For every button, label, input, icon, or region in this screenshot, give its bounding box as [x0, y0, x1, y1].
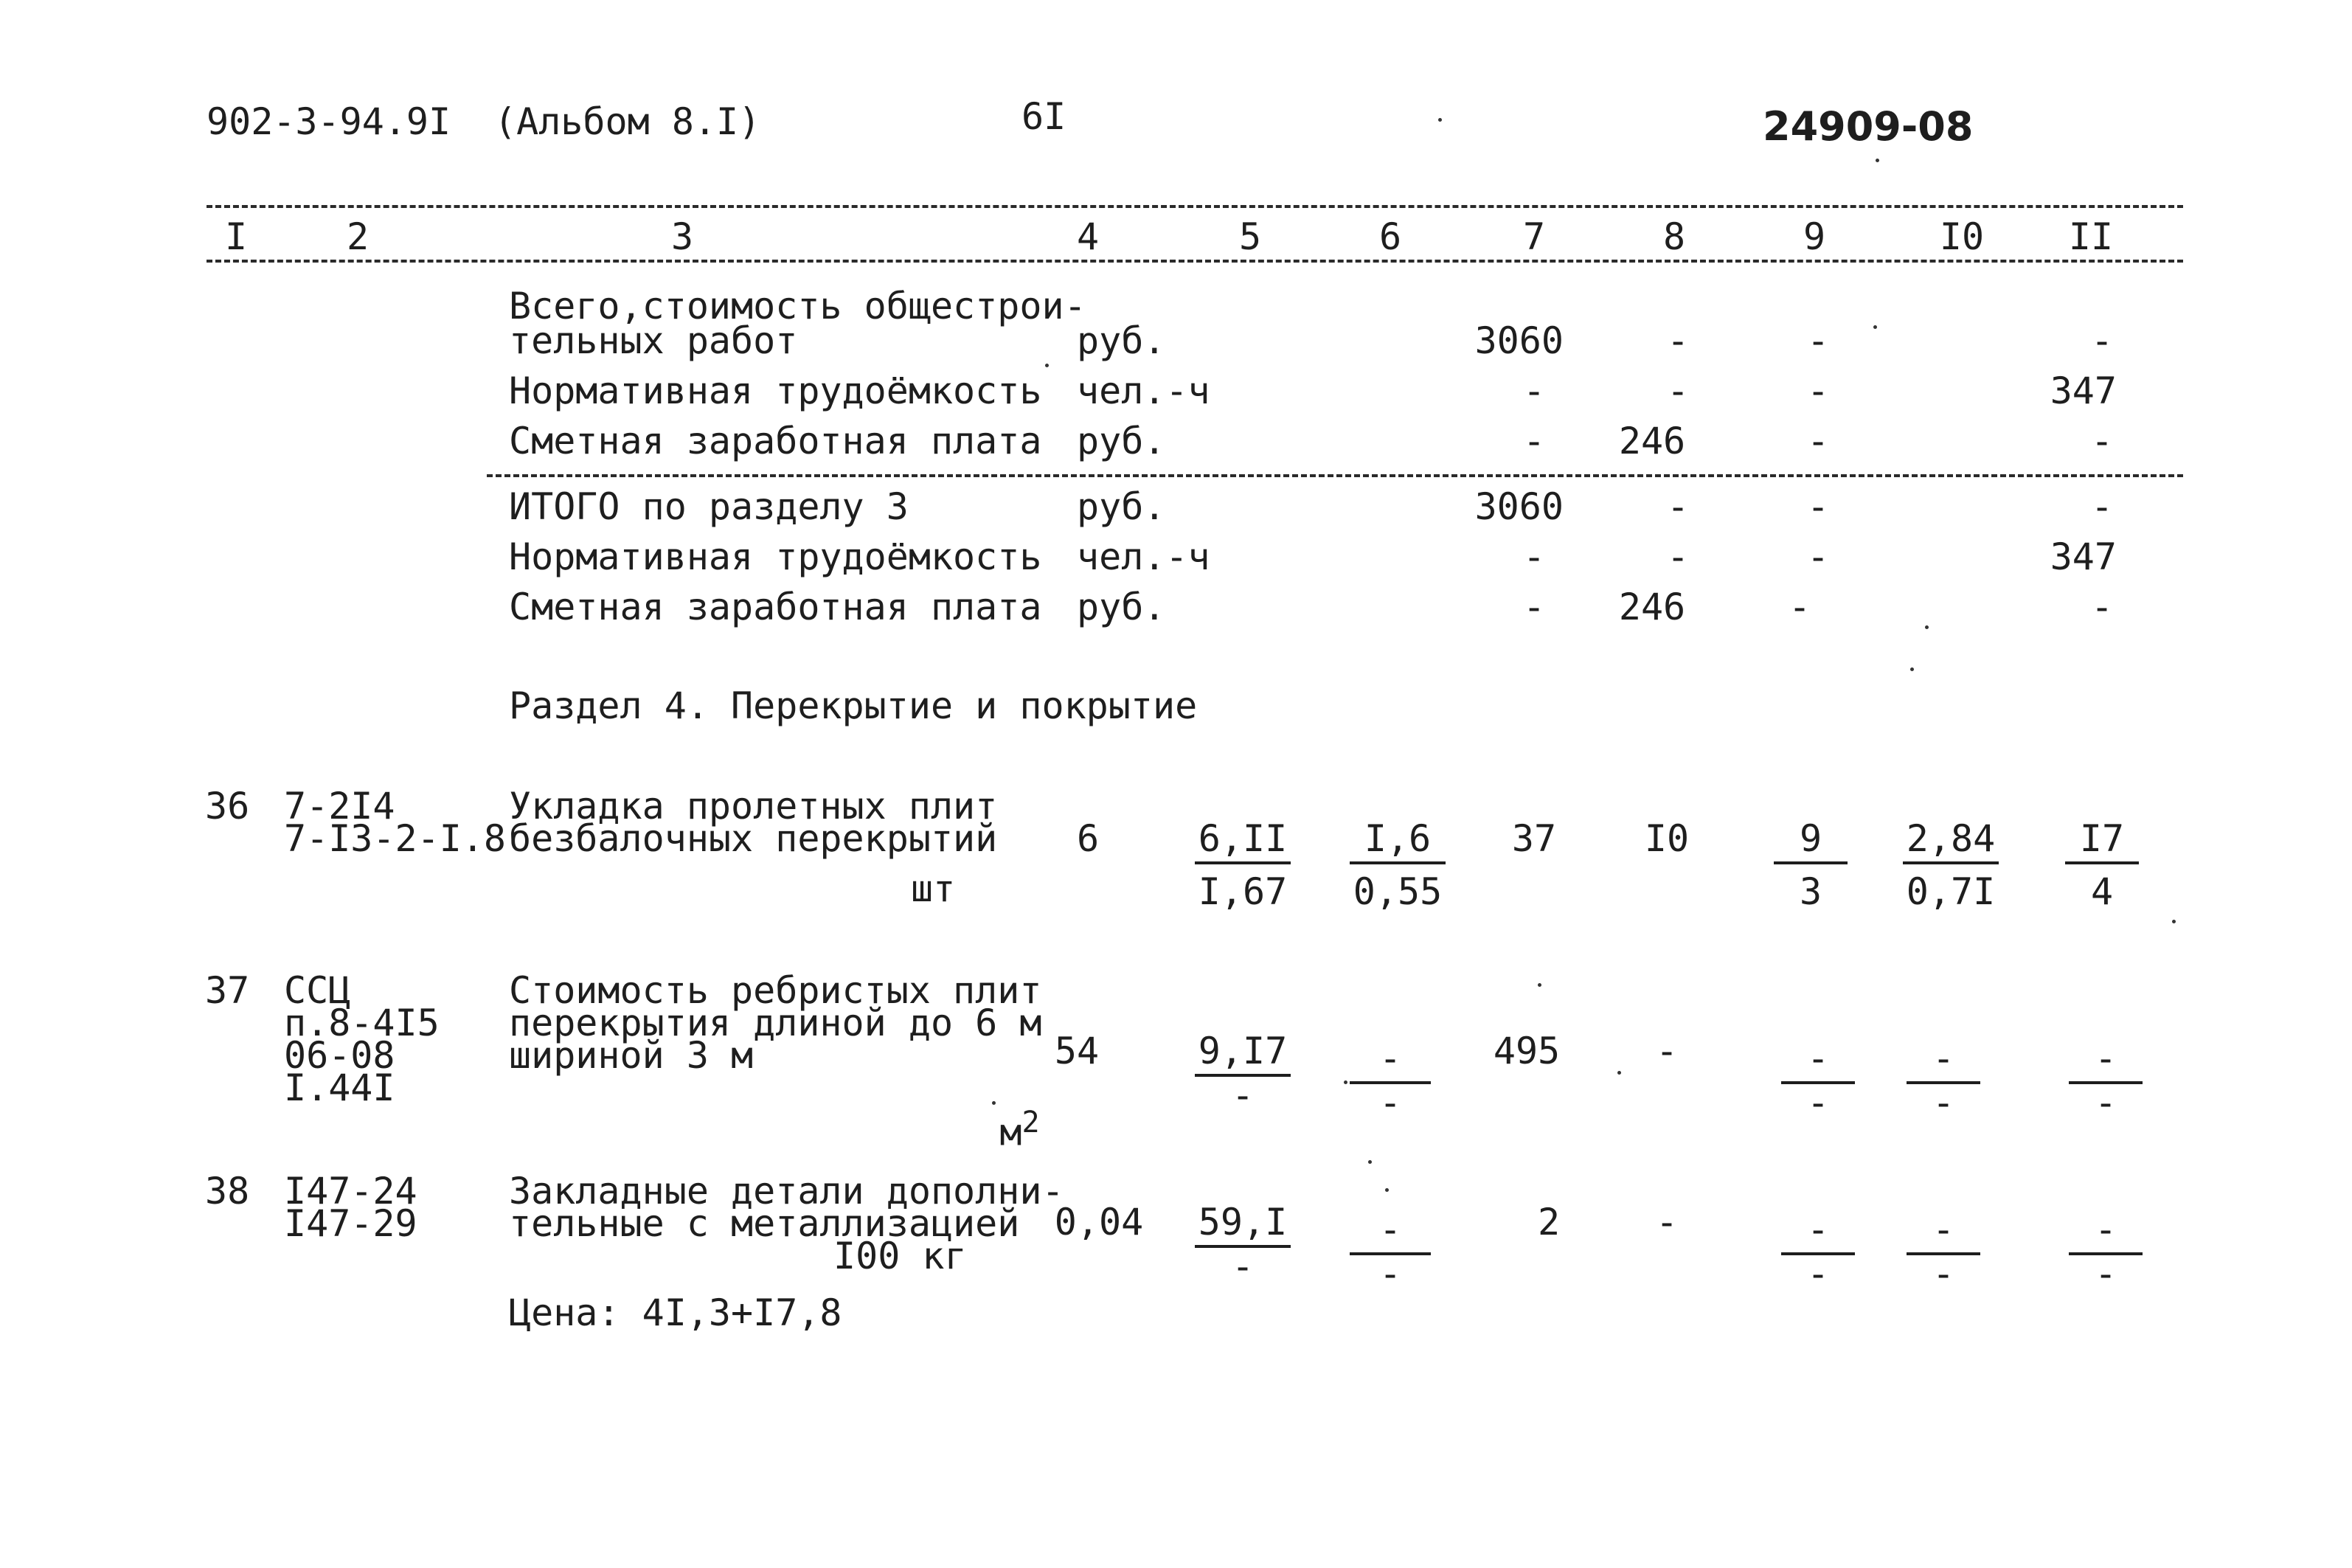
album-label: (Альбом 8.I) [494, 100, 761, 143]
labor-col9: - [1806, 370, 1830, 412]
row-col9-bottom: 3 [1799, 870, 1822, 913]
column-header-1: I [224, 215, 248, 258]
section-total-col9: - [1806, 485, 1830, 528]
price-note: Цена: 4I,3+I7,8 [509, 1291, 842, 1334]
row-description-line: безбалочных перекрытий [509, 817, 998, 860]
row-description-line: перекрытия длиной до 6 м [509, 1002, 1042, 1044]
row-col5-top: 59,I [1195, 1204, 1291, 1248]
row-col5-fraction [1195, 1201, 1291, 1288]
scan-speck [1538, 983, 1541, 987]
column-header-9: 9 [1803, 215, 1826, 258]
row-col10-bottom: - [1932, 1252, 1955, 1295]
row-col6-top: - [1350, 1040, 1431, 1084]
row-col11-bottom: - [2094, 1081, 2117, 1124]
row-col7: 495 [1493, 1030, 1561, 1072]
row-code-line: 06-08 [284, 1034, 395, 1077]
row-quantity: 6 [1076, 817, 1100, 860]
section-labor-label: Нормативная трудоёмкость [509, 535, 1042, 578]
row-col11-bottom: 4 [2090, 870, 2114, 913]
section-total-unit: руб. [1077, 485, 1166, 528]
row-unit: шт [911, 867, 956, 910]
row-col9-top: 9 [1774, 820, 1848, 864]
scan-speck [1617, 1071, 1621, 1075]
row-col9-top: - [1781, 1040, 1855, 1084]
row-col6-fraction [1350, 1037, 1431, 1124]
wage-col7: - [1522, 420, 1546, 462]
page-number: 6I [1021, 95, 1066, 138]
row-unit: I00 кг [833, 1235, 967, 1277]
row-code-line: I47-24 [284, 1170, 417, 1213]
row-code-line: 7-2I4 [284, 785, 395, 828]
row-quantity: 54 [1054, 1030, 1100, 1072]
row-col11-bottom: - [2094, 1252, 2117, 1295]
header-bottom-rule [207, 260, 2183, 263]
row-col6-top: - [1350, 1211, 1431, 1255]
scan-speck [1438, 118, 1442, 122]
row-code-line: п.8-4I5 [284, 1002, 440, 1044]
column-header-5: 5 [1238, 215, 1262, 258]
row-description-line: Стоимость ребристых плит [509, 969, 1042, 1012]
column-header-11: II [2068, 215, 2114, 258]
row-col7: 37 [1511, 817, 1557, 860]
row-description-line: шириной 3 м [509, 1034, 754, 1077]
section-wage-col11: - [2090, 586, 2114, 628]
row-description-line: тельные с металлизацией [509, 1202, 1020, 1245]
row-col5-bottom: - [1231, 1245, 1255, 1288]
scan-speck [1368, 1160, 1372, 1164]
column-header-8: 8 [1662, 215, 1686, 258]
row-col8: I0 [1644, 817, 1690, 860]
total-unit: руб. [1077, 319, 1166, 362]
row-col10-top: - [1907, 1040, 1980, 1084]
section-labor-col8: - [1666, 535, 1690, 578]
row-col10-fraction [1907, 1208, 1980, 1295]
scan-speck [992, 1101, 996, 1105]
row-col10-top: - [1907, 1211, 1980, 1255]
wage-label: Сметная заработная плата [509, 420, 1042, 462]
row-col9-bottom: - [1806, 1252, 1830, 1295]
row-col8: - [1655, 1030, 1679, 1072]
row-col10-top: 2,84 [1903, 820, 1999, 864]
section-wage-unit: руб. [1077, 586, 1166, 628]
column-header-10: I0 [1939, 215, 1985, 258]
labor-col8: - [1666, 370, 1690, 412]
scan-speck [1910, 667, 1914, 671]
row-col9-fraction [1781, 1037, 1855, 1124]
row-col11-fraction [2069, 1037, 2143, 1124]
row-col5-bottom: - [1231, 1074, 1255, 1117]
row-col5-fraction [1195, 1030, 1291, 1117]
row-col6-top: I,6 [1350, 820, 1446, 864]
row-col6-fraction [1350, 817, 1446, 913]
row-col5-top: 9,I7 [1195, 1033, 1291, 1077]
section-wage-col8: 246 [1618, 586, 1686, 628]
section-labor-col7: - [1522, 535, 1546, 578]
row-quantity: 0,04 [1054, 1201, 1144, 1243]
row-col9-top: - [1781, 1211, 1855, 1255]
row-col6-bottom: - [1378, 1252, 1402, 1295]
row-code-line: I47-29 [284, 1202, 417, 1245]
wage-col11: - [2090, 420, 2114, 462]
row-col11-top: - [2069, 1211, 2143, 1255]
row-code-line: 7-I3-2-I.8 [284, 817, 507, 860]
row-col7: 2 [1537, 1201, 1561, 1243]
column-header-7: 7 [1522, 215, 1546, 258]
scan-speck [1344, 1080, 1347, 1084]
row-unit-superscript: 2 [1021, 1106, 1040, 1139]
row-col10-fraction [1903, 817, 1999, 913]
wage-col9: - [1806, 420, 1830, 462]
column-header-3: 3 [670, 215, 694, 258]
total-label-line2: тельных работ [509, 319, 798, 362]
scan-speck [1925, 625, 1929, 629]
row-col5-fraction [1195, 817, 1291, 913]
row-number: 38 [205, 1170, 250, 1213]
section-labor-col11: 347 [2050, 535, 2117, 578]
row-col8: - [1655, 1201, 1679, 1243]
section-total-label: ИТОГО по разделу 3 [509, 485, 909, 528]
row-col5-bottom: I,67 [1198, 870, 1288, 913]
document-code: 902-3-94.9I [207, 100, 451, 143]
column-header-6: 6 [1378, 215, 1402, 258]
row-col11-fraction [2069, 1208, 2143, 1295]
labor-label: Нормативная трудоёмкость [509, 370, 1042, 412]
row-col6-fraction [1350, 1208, 1431, 1295]
row-col9-fraction [1774, 817, 1848, 913]
section-total-col7: 3060 [1474, 485, 1564, 528]
section-total-rule [487, 474, 2183, 477]
row-col10-bottom: - [1932, 1081, 1955, 1124]
labor-col11: 347 [2050, 370, 2117, 412]
section-labor-col9: - [1806, 535, 1830, 578]
section-labor-unit: чел.-ч [1077, 535, 1210, 578]
scan-speck [1873, 325, 1877, 329]
scan-speck [1876, 159, 1879, 162]
section-title: Раздел 4. Перекрытие и покрытие [509, 684, 1198, 727]
row-col9-fraction [1781, 1208, 1855, 1295]
section-total-col8: - [1666, 485, 1690, 528]
section-wage-col7: - [1522, 586, 1546, 628]
column-header-4: 4 [1076, 215, 1100, 258]
row-number: 36 [205, 785, 250, 828]
row-unit-text: м [999, 1111, 1022, 1154]
row-code-line: ССЦ [284, 969, 351, 1012]
wage-col8: 246 [1618, 420, 1686, 462]
scan-speck [1045, 364, 1049, 367]
row-col9-bottom: - [1806, 1081, 1830, 1124]
inventory-number: 24909-08 [1763, 103, 1974, 150]
column-header-2: 2 [346, 215, 370, 258]
row-code-line: I.44I [284, 1066, 395, 1109]
row-col11-fraction [2065, 817, 2139, 913]
row-col10-fraction [1907, 1037, 1980, 1124]
total-col11: - [2090, 319, 2114, 362]
scan-speck [1385, 1188, 1389, 1192]
total-col8: - [1666, 319, 1690, 362]
row-col11-top: I7 [2065, 820, 2139, 864]
row-description-line: Укладка пролетных плит [509, 785, 998, 828]
header-top-rule [207, 205, 2183, 208]
section-total-col11: - [2090, 485, 2114, 528]
row-col10-bottom: 0,7I [1906, 870, 1996, 913]
total-col9: - [1806, 319, 1830, 362]
wage-unit: руб. [1077, 420, 1166, 462]
labor-col7: - [1522, 370, 1546, 412]
row-col6-bottom: 0,55 [1353, 870, 1443, 913]
total-label-line1: Всего,стоимость общестрои- [509, 285, 1086, 327]
scan-speck [2172, 920, 2176, 923]
row-col5-top: 6,II [1195, 820, 1291, 864]
section-wage-label: Сметная заработная плата [509, 586, 1042, 628]
row-description-line: Закладные детали дополни- [509, 1170, 1064, 1213]
row-col11-top: - [2069, 1040, 2143, 1084]
row-number: 37 [205, 969, 250, 1012]
row-col6-bottom: - [1378, 1081, 1402, 1124]
labor-unit: чел.-ч [1077, 370, 1210, 412]
section-wage-col9: - [1788, 586, 1811, 628]
total-col7: 3060 [1474, 319, 1564, 362]
